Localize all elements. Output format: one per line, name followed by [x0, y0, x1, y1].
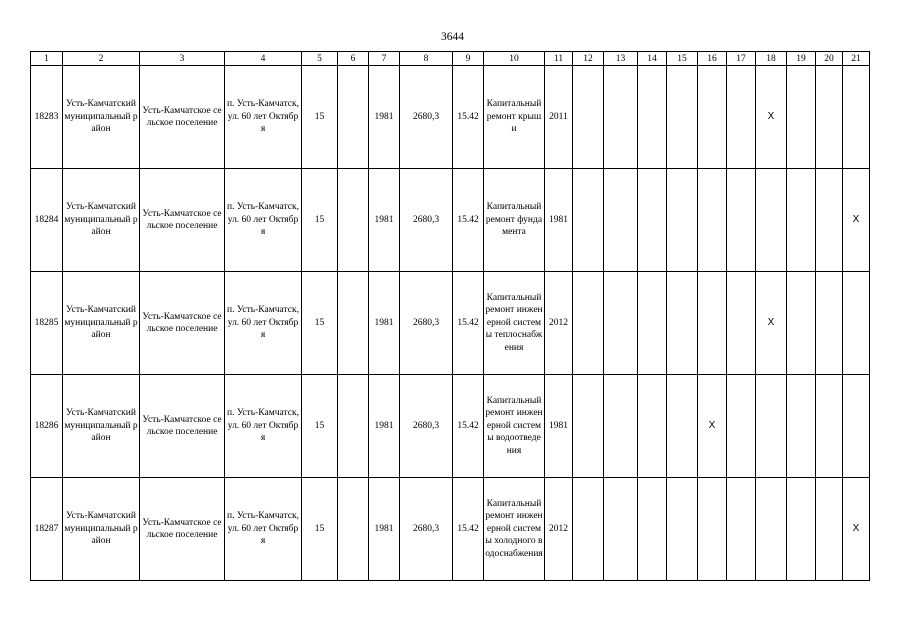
house-number-cell: 15: [302, 169, 338, 272]
area-cell: 2680,3: [400, 478, 453, 581]
rate-cell: 15.42: [453, 169, 484, 272]
mark-cell: [756, 169, 787, 272]
mark-cell: [698, 478, 727, 581]
address-cell: п. Усть-Камчатск, ул. 60 лет Октября: [225, 272, 302, 375]
column-header: 1: [31, 52, 63, 66]
mark-cell: [787, 272, 816, 375]
area-cell: 2680,3: [400, 66, 453, 169]
column-number-row: [31, 52, 870, 66]
area-cell: 2680,3: [400, 169, 453, 272]
cell: [667, 478, 698, 581]
mark-cell: [698, 169, 727, 272]
address-cell: п. Усть-Камчатск, ул. 60 лет Октября: [225, 478, 302, 581]
mark-cell: [843, 272, 870, 375]
mark-cell: [787, 375, 816, 478]
cell: [573, 66, 604, 169]
cell: [338, 375, 369, 478]
mark-cell: [727, 478, 756, 581]
mark-cell: [727, 272, 756, 375]
mark-cell: [843, 66, 870, 169]
column-header: 12: [573, 52, 604, 66]
cell: [604, 66, 638, 169]
table-row: [31, 478, 870, 581]
mark-cell: [698, 272, 727, 375]
column-header: 9: [453, 52, 484, 66]
column-header: 4: [225, 52, 302, 66]
cell: [604, 169, 638, 272]
table-row: [31, 66, 870, 169]
mark-cell: X: [843, 478, 870, 581]
cell: [573, 169, 604, 272]
mark-cell: [816, 272, 843, 375]
column-header: 3: [140, 52, 225, 66]
work-type-cell: Капитальный ремонт инженерной системы водоотведения: [484, 375, 545, 478]
work-type-cell: Капитальный ремонт фундамента: [484, 169, 545, 272]
column-header: 11: [545, 52, 573, 66]
mark-cell: [816, 375, 843, 478]
settlement-cell: Усть-Камчатское сельское поселение: [140, 272, 225, 375]
column-header: 5: [302, 52, 338, 66]
year-cell: 2011: [545, 66, 573, 169]
column-header: 18: [756, 52, 787, 66]
house-number-cell: 15: [302, 66, 338, 169]
column-header: 17: [727, 52, 756, 66]
column-header: 14: [638, 52, 667, 66]
column-header: 10: [484, 52, 545, 66]
address-cell: п. Усть-Камчатск, ул. 60 лет Октября: [225, 375, 302, 478]
district-cell: Усть-Камчатский муниципальный район: [63, 272, 140, 375]
mark-cell: [787, 169, 816, 272]
repair-schedule-table: [30, 51, 870, 581]
mark-cell: X: [756, 272, 787, 375]
settlement-cell: Усть-Камчатское сельское поселение: [140, 66, 225, 169]
year-cell: 1981: [545, 169, 573, 272]
year-cell: 2012: [545, 478, 573, 581]
cell: [667, 66, 698, 169]
record-id: 18285: [31, 272, 63, 375]
column-header: 15: [667, 52, 698, 66]
cell: [338, 478, 369, 581]
table-row: [31, 375, 870, 478]
table-row: [31, 169, 870, 272]
mark-cell: [843, 375, 870, 478]
cell: [604, 375, 638, 478]
mark-cell: [727, 375, 756, 478]
mark-cell: [787, 478, 816, 581]
mark-cell: X: [756, 66, 787, 169]
cell: [638, 272, 667, 375]
house-number-cell: 15: [302, 375, 338, 478]
year-built-cell: 1981: [369, 66, 400, 169]
cell: [638, 169, 667, 272]
address-cell: п. Усть-Камчатск, ул. 60 лет Октября: [225, 169, 302, 272]
cell: [667, 375, 698, 478]
cell: [573, 478, 604, 581]
column-header: 21: [843, 52, 870, 66]
cell: [604, 478, 638, 581]
district-cell: Усть-Камчатский муниципальный район: [63, 169, 140, 272]
mark-cell: [727, 66, 756, 169]
table-row: [31, 272, 870, 375]
mark-cell: [816, 66, 843, 169]
cell: [338, 66, 369, 169]
mark-cell: [756, 375, 787, 478]
column-header: 19: [787, 52, 816, 66]
cell: [573, 272, 604, 375]
work-type-cell: Капитальный ремонт инженерной системы холодного водоснабжения: [484, 478, 545, 581]
rate-cell: 15.42: [453, 375, 484, 478]
mark-cell: [756, 478, 787, 581]
house-number-cell: 15: [302, 478, 338, 581]
rate-cell: 15.42: [453, 66, 484, 169]
settlement-cell: Усть-Камчатское сельское поселение: [140, 478, 225, 581]
settlement-cell: Усть-Камчатское сельское поселение: [140, 375, 225, 478]
mark-cell: [698, 66, 727, 169]
cell: [667, 169, 698, 272]
column-header: 20: [816, 52, 843, 66]
column-header: 7: [369, 52, 400, 66]
year-built-cell: 1981: [369, 169, 400, 272]
district-cell: Усть-Камчатский муниципальный район: [63, 478, 140, 581]
cell: [667, 272, 698, 375]
record-id: 18284: [31, 169, 63, 272]
cell: [338, 272, 369, 375]
cell: [638, 66, 667, 169]
year-built-cell: 1981: [369, 478, 400, 581]
column-header: 6: [338, 52, 369, 66]
column-header: 8: [400, 52, 453, 66]
column-header: 16: [698, 52, 727, 66]
mark-cell: [816, 478, 843, 581]
cell: [638, 478, 667, 581]
year-built-cell: 1981: [369, 375, 400, 478]
column-header: 2: [63, 52, 140, 66]
area-cell: 2680,3: [400, 272, 453, 375]
cell: [573, 375, 604, 478]
cell: [638, 375, 667, 478]
house-number-cell: 15: [302, 272, 338, 375]
work-type-cell: Капитальный ремонт инженерной системы теплоснабжения: [484, 272, 545, 375]
mark-cell: X: [843, 169, 870, 272]
mark-cell: [787, 66, 816, 169]
record-id: 18287: [31, 478, 63, 581]
mark-cell: X: [698, 375, 727, 478]
settlement-cell: Усть-Камчатское сельское поселение: [140, 169, 225, 272]
page-number: 3644: [441, 31, 464, 43]
record-id: 18283: [31, 66, 63, 169]
column-header: 13: [604, 52, 638, 66]
year-built-cell: 1981: [369, 272, 400, 375]
address-cell: п. Усть-Камчатск, ул. 60 лет Октября: [225, 66, 302, 169]
record-id: 18286: [31, 375, 63, 478]
mark-cell: [816, 169, 843, 272]
rate-cell: 15.42: [453, 272, 484, 375]
area-cell: 2680,3: [400, 375, 453, 478]
work-type-cell: Капитальный ремонт крыши: [484, 66, 545, 169]
year-cell: 2012: [545, 272, 573, 375]
rate-cell: 15.42: [453, 478, 484, 581]
cell: [338, 169, 369, 272]
district-cell: Усть-Камчатский муниципальный район: [63, 375, 140, 478]
cell: [604, 272, 638, 375]
district-cell: Усть-Камчатский муниципальный район: [63, 66, 140, 169]
year-cell: 1981: [545, 375, 573, 478]
mark-cell: [727, 169, 756, 272]
